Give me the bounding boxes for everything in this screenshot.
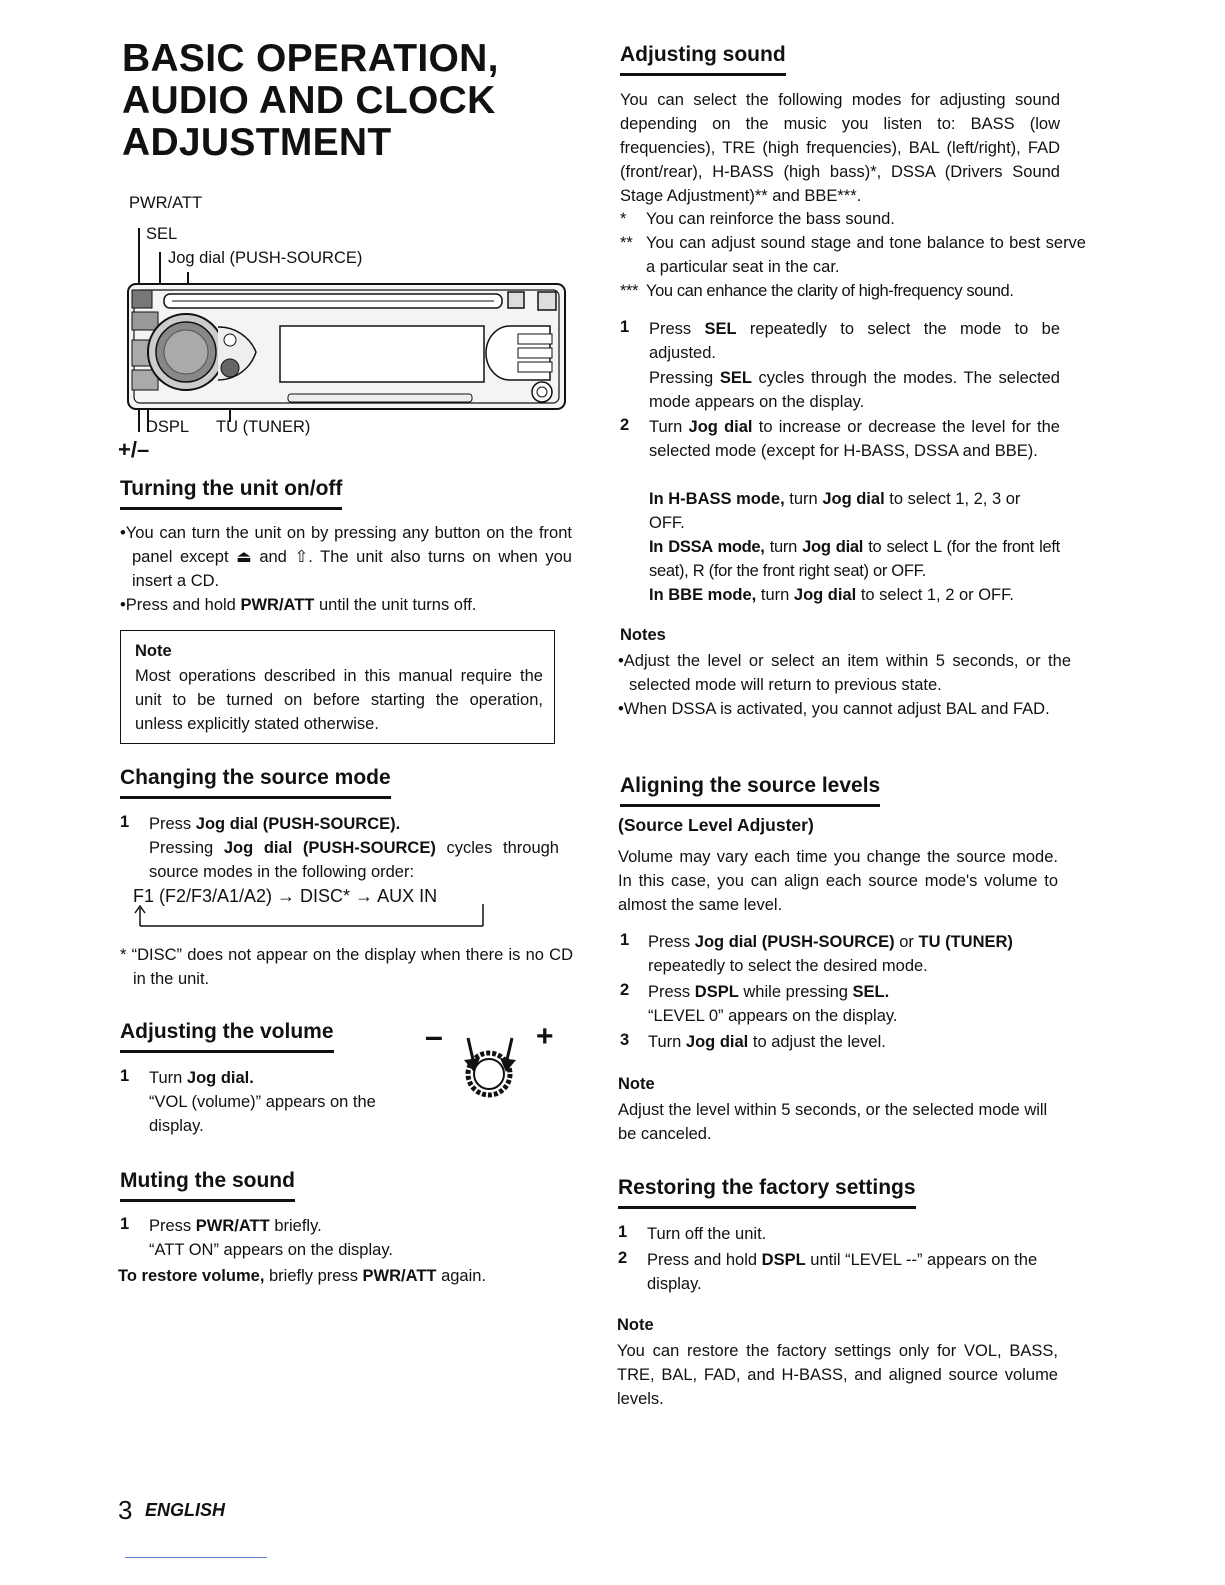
aligning-step-1-or: or	[899, 933, 914, 951]
turning-bullet-1-text-a: You can turn the unit on by pressing any button on the front panel except	[125, 524, 572, 566]
restoring-note-text: You can restore the factory settings only for VOL, BASS, TRE, BAL, FAD, and H-BASS, and aligned source volume levels.	[617, 1342, 1058, 1408]
hbass-bold-2: Jog dial	[822, 490, 885, 508]
adjusting-sound-step-1-detail	[649, 366, 1060, 414]
volume-step-number: 1	[120, 1067, 130, 1085]
turning-bullet-2-text-a: Press and hold	[125, 596, 236, 614]
aligning-step-2-bold-2: SEL.	[852, 983, 890, 1001]
source-step-1-detail-bold: Jog dial (PUSH-SOURCE)	[223, 839, 436, 857]
aligning-note-heading: Note	[618, 1075, 655, 1093]
page-language: ENGLISH	[145, 1500, 226, 1520]
source-step-1-detail	[149, 836, 559, 884]
restoring-note-heading: Note	[617, 1316, 654, 1334]
aligning-step-3-text-b: to adjust the level.	[752, 1033, 886, 1051]
volume-step-1-detail: “VOL (volume)” appears on the display.	[149, 1093, 376, 1135]
aligning-step-1-number: 1	[620, 931, 630, 949]
aligning-step-2	[648, 980, 1060, 1028]
step-2-text-a: Turn	[649, 418, 683, 436]
adjusting-sound-hbass	[649, 487, 1060, 535]
footnote-3-text: You can enhance the clarity of high-frequency sound.	[646, 282, 1014, 300]
label-dspl: DSPL	[146, 418, 190, 436]
section-title-aligning: Aligning the source levels	[620, 774, 880, 807]
label-jog-dial: Jog dial (PUSH-SOURCE)	[168, 249, 363, 267]
source-step-1	[149, 812, 559, 836]
section-title-restoring: Restoring the factory settings	[618, 1176, 916, 1209]
step-1-detail-a: Pressing	[649, 369, 714, 387]
aligning-step-1-text-a: Press	[648, 933, 691, 951]
step-1-text-a: Press	[649, 320, 692, 338]
aligning-step-2-text-a: Press	[648, 983, 691, 1001]
section-title-adjusting-sound: Adjusting sound	[620, 43, 786, 76]
notes-bullet-1	[618, 649, 1071, 697]
source-step-number: 1	[120, 813, 130, 831]
bbe-bold-2: Jog dial	[793, 586, 857, 604]
muting-step-1-detail: “ATT ON” appears on the display.	[149, 1241, 393, 1259]
muting-restore-bold-2: PWR/ATT	[362, 1267, 437, 1285]
footnote-1-mark: *	[620, 210, 627, 228]
aligning-subtitle: (Source Level Adjuster)	[618, 815, 814, 835]
notes-bullet-1-text: Adjust the level or select an item within 5 seconds, or the selected mode will return to previous state.	[623, 652, 1071, 694]
muting-step-number: 1	[120, 1215, 130, 1233]
turning-bullet-2-bold: PWR/ATT	[240, 596, 315, 614]
volume-step-1-text: Turn	[149, 1069, 183, 1087]
eject-icon: ⏏	[236, 548, 252, 566]
jog-dial-rotation-icon	[440, 1028, 540, 1108]
restoring-step-2-bold: DSPL	[761, 1251, 806, 1269]
muting-step-1	[149, 1214, 559, 1262]
turning-bullet-1-text-b: . The unit also turns on when you insert a CD.	[132, 548, 572, 590]
page-number: 3	[118, 1495, 133, 1525]
head-unit-drawing	[118, 222, 578, 442]
step-1-text-b: repeatedly to select the mode to be adjusted.	[649, 320, 1060, 362]
step-1-bold: SEL	[704, 320, 737, 338]
aligning-step-3-text-a: Turn	[648, 1033, 682, 1051]
bbe-text-b: to select 1, 2 or OFF.	[860, 586, 1014, 604]
label-pwr-att: PWR/ATT	[129, 194, 203, 212]
dssa-bold-2: Jog dial	[802, 538, 864, 556]
turning-bullet-1-and: and	[259, 548, 287, 566]
aligning-intro: Volume may vary each time you change the source mode. In this case, you can align each source mode's volume to almost the same level.	[618, 848, 1058, 914]
volume-plus-sign: +	[536, 1020, 554, 1053]
adjusting-sound-footnote-1	[620, 207, 1060, 231]
source-step-1-bold: Jog dial (PUSH-SOURCE).	[195, 815, 401, 833]
release-icon: ⇧	[294, 548, 309, 566]
source-footnote: * “DISC” does not appear on the display when there is no CD in the unit.	[120, 946, 573, 988]
title-line-2: AUDIO AND CLOCK	[122, 79, 496, 122]
adjusting-sound-step-2	[649, 415, 1060, 463]
section-title-turning: Turning the unit on/off	[120, 477, 342, 510]
section-title-source: Changing the source mode	[120, 766, 391, 799]
footer-rule	[125, 1557, 267, 1558]
notes-heading: Notes	[620, 626, 666, 644]
hbass-text-b: to select 1, 2, 3 or OFF.	[649, 490, 1021, 532]
restoring-step-1-number: 1	[618, 1223, 628, 1241]
aligning-step-1	[648, 930, 1060, 978]
page-title	[122, 38, 499, 164]
aligning-step-3	[648, 1030, 1060, 1054]
bbe-bold: In BBE mode,	[649, 586, 757, 604]
volume-step-1	[149, 1066, 419, 1138]
source-step-1-text: Press	[149, 815, 192, 833]
step-2-bold: Jog dial	[688, 418, 753, 436]
muting-step-1-text-b: briefly.	[274, 1217, 322, 1235]
step-1-detail-b: cycles through the modes. The selected mode appears on the display.	[649, 369, 1060, 411]
restoring-step-2-number: 2	[618, 1249, 628, 1267]
dssa-text-a: turn	[769, 538, 797, 556]
aligning-step-2-bold: DSPL	[694, 983, 739, 1001]
hbass-text-a: turn	[789, 490, 818, 508]
aligning-step-1-bold: Jog dial (PUSH-SOURCE)	[694, 933, 895, 951]
hbass-bold: In H-BASS mode,	[649, 490, 785, 508]
section-title-volume: Adjusting the volume	[120, 1020, 334, 1053]
footnote-1-text: You can reinforce the bass sound.	[646, 210, 895, 228]
bbe-text-a: turn	[760, 586, 790, 604]
step-2-text-b: to increase or decrease the level for the selected mode (except for H-BASS, DSSA and BBE).	[649, 418, 1060, 460]
muting-restore-text-b: again.	[441, 1267, 487, 1285]
footnote-3-mark: ***	[620, 282, 639, 300]
footnote-2-mark: **	[620, 234, 633, 252]
aligning-step-2-detail: “LEVEL 0” appears on the display.	[648, 1007, 898, 1025]
aligning-step-2-text-b: while pressing	[743, 983, 848, 1001]
note-box-text: Most operations described in this manual require the unit to be turned on before starting the operation, unless explicitly stated otherwise.	[135, 667, 543, 733]
adjusting-sound-step-1-number: 1	[620, 318, 630, 336]
section-title-muting: Muting the sound	[120, 1169, 295, 1202]
adjusting-sound-step-2-number: 2	[620, 416, 630, 434]
restoring-step-1: Turn off the unit.	[647, 1225, 767, 1243]
notes-bullet-2	[618, 697, 1071, 721]
adjusting-sound-bbe	[649, 583, 1060, 607]
aligning-step-3-number: 3	[620, 1031, 630, 1049]
title-line-3: ADJUSTMENT	[122, 121, 392, 164]
note-box-heading: Note	[135, 642, 172, 660]
adjusting-sound-footnote-3	[620, 279, 1065, 303]
muting-step-1-text: Press	[149, 1217, 192, 1235]
adjusting-sound-dssa	[649, 535, 1060, 583]
muting-restore-text: briefly press	[269, 1267, 358, 1285]
aligning-step-2-number: 2	[620, 981, 630, 999]
source-step-1-detail-b: cycles through source modes in the following order:	[149, 839, 559, 881]
turning-bullet-2	[120, 593, 560, 617]
adjusting-sound-step-1	[649, 317, 1060, 365]
restoring-step-2-text-b: until “LEVEL --” appears on the display.	[647, 1251, 1038, 1293]
adjusting-sound-footnote-2	[620, 231, 1086, 279]
turning-bullet-1	[120, 521, 572, 593]
dssa-text-b: to select L (for the front left seat), R (for the front right seat) or OFF.	[649, 538, 1060, 580]
label-sel: SEL	[146, 225, 178, 243]
muting-restore	[118, 1264, 558, 1288]
title-line-1: BASIC OPERATION,	[122, 37, 499, 80]
restoring-step-2-text-a: Press and hold	[647, 1251, 758, 1269]
dssa-bold: In DSSA mode,	[649, 538, 765, 556]
volume-step-1-bold: Jog dial.	[186, 1069, 254, 1087]
aligning-step-3-bold: Jog dial	[685, 1033, 749, 1051]
aligning-step-1-text-b: repeatedly to select the desired mode.	[648, 957, 928, 975]
volume-minus-sign: –	[425, 1018, 443, 1054]
aligning-step-1-bold-2: TU (TUNER)	[918, 933, 1013, 951]
notes-bullet-2-text: When DSSA is activated, you cannot adjust BAL and FAD.	[623, 700, 1050, 718]
source-step-1-detail-a: Pressing	[149, 839, 214, 857]
label-plus-minus: +/–	[118, 437, 150, 462]
note-box	[120, 630, 555, 744]
label-tu-tuner: TU (TUNER)	[216, 418, 311, 436]
aligning-note-text: Adjust the level within 5 seconds, or the selected mode will be canceled.	[618, 1101, 1048, 1143]
turning-bullet-2-text-b: until the unit turns off.	[318, 596, 477, 614]
restoring-step-2	[647, 1248, 1059, 1296]
source-cycle: F1 (F2/F3/A1/A2) → DISC* → AUX IN	[133, 886, 438, 906]
footnote-2-text: You can adjust sound stage and tone balance to best serve a particular seat in the car.	[646, 234, 1086, 276]
step-1-detail-bold: SEL	[719, 369, 752, 387]
muting-step-1-bold: PWR/ATT	[195, 1217, 270, 1235]
adjusting-sound-intro: You can select the following modes for adjusting sound depending on the music you listen to: BASS (low frequencies), TRE (high frequencies), BAL (left/right), FAD (front/rear), H-BASS (high bass)*, DSSA (Drivers Sound Stage Adjustment)** and BBE***.	[620, 91, 1060, 205]
source-cycle-return-arrow	[134, 902, 490, 932]
muting-restore-bold: To restore volume,	[118, 1267, 265, 1285]
